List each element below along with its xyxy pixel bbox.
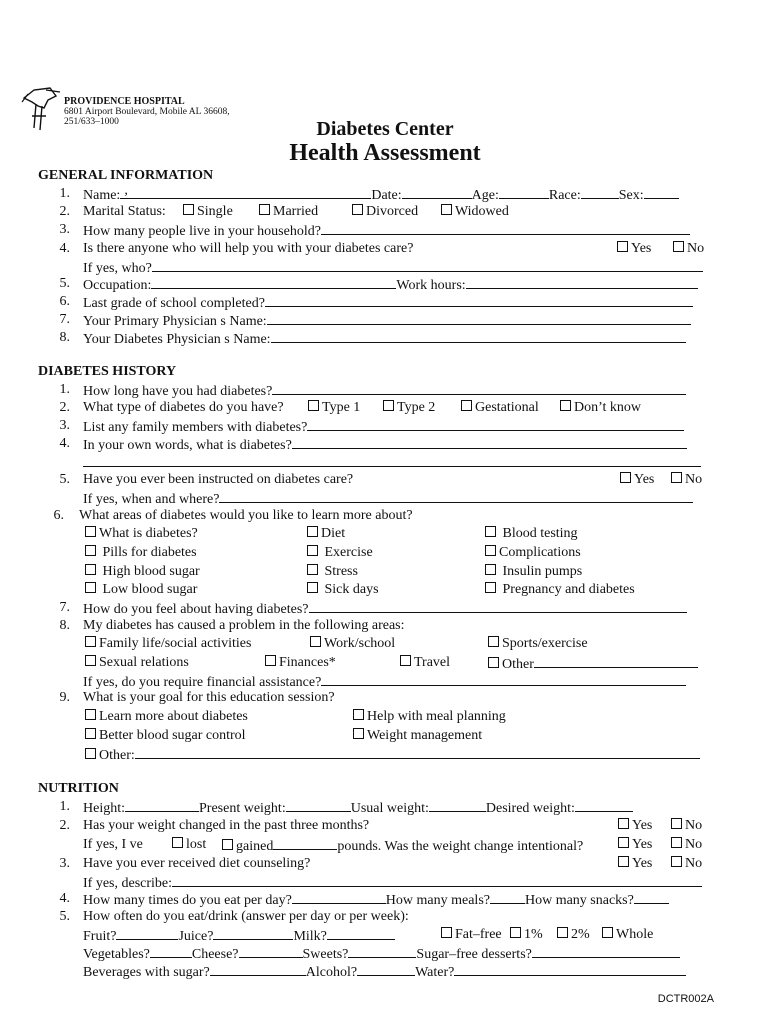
sex-label: Sex: bbox=[618, 188, 644, 203]
checkbox[interactable] bbox=[671, 472, 682, 483]
learn-opt[interactable] bbox=[485, 564, 582, 580]
counseling-yes[interactable] bbox=[618, 856, 652, 872]
hours-label: Work hours: bbox=[396, 278, 466, 293]
checkbox[interactable] bbox=[85, 564, 96, 575]
checkbox[interactable] bbox=[307, 582, 318, 593]
option-label: Exercise bbox=[324, 545, 373, 560]
sweets-field[interactable] bbox=[348, 945, 416, 958]
option-label: Gestational bbox=[475, 400, 539, 415]
option-label: lost bbox=[186, 837, 207, 852]
name-field[interactable] bbox=[120, 183, 371, 199]
q-number: 1. bbox=[59, 799, 70, 814]
option-label: Sexual relations bbox=[99, 655, 189, 670]
how-long-field[interactable] bbox=[272, 382, 686, 395]
checkbox[interactable] bbox=[265, 655, 276, 666]
checkbox[interactable] bbox=[222, 839, 233, 850]
form-code: DCTR002A bbox=[657, 993, 714, 1005]
problem-work[interactable] bbox=[310, 636, 395, 652]
option-label: Yes bbox=[634, 472, 655, 487]
option-label: Other: bbox=[99, 748, 135, 763]
problem-sexual[interactable] bbox=[85, 655, 189, 671]
checkbox[interactable] bbox=[85, 545, 96, 556]
checkbox[interactable] bbox=[85, 582, 96, 593]
checkbox[interactable] bbox=[259, 204, 270, 215]
checkbox[interactable] bbox=[557, 927, 568, 938]
weight-change-yes[interactable] bbox=[618, 818, 652, 834]
meals-label: How many meals? bbox=[385, 893, 490, 908]
feel-label: How do you feel about having diabetes? bbox=[83, 602, 309, 617]
goal-weight[interactable] bbox=[353, 728, 482, 744]
name-label: Name: bbox=[83, 188, 121, 203]
q-number: 2. bbox=[59, 818, 70, 833]
feel-field[interactable] bbox=[309, 600, 687, 613]
height-label: Height: bbox=[83, 801, 125, 816]
usual-weight-field[interactable] bbox=[429, 799, 486, 812]
q-number: 8. bbox=[59, 330, 70, 345]
diabetes-physician-field[interactable] bbox=[271, 330, 686, 343]
goal-learn[interactable] bbox=[85, 709, 248, 725]
checkbox[interactable] bbox=[671, 837, 682, 848]
checkbox[interactable] bbox=[485, 582, 496, 593]
juice-label: Juice? bbox=[178, 929, 214, 944]
one-pct-option[interactable] bbox=[510, 927, 543, 943]
alcohol-field[interactable] bbox=[357, 963, 415, 976]
checkbox[interactable] bbox=[85, 728, 96, 739]
beverage-row bbox=[83, 963, 686, 981]
checkbox[interactable] bbox=[441, 927, 452, 938]
option-label: No bbox=[685, 818, 703, 833]
divorced-option[interactable] bbox=[352, 204, 418, 220]
checkbox[interactable] bbox=[85, 526, 96, 537]
veg-row bbox=[83, 945, 680, 963]
checkbox[interactable] bbox=[308, 400, 319, 411]
learn-opt[interactable] bbox=[307, 564, 358, 580]
when-where-row bbox=[83, 490, 693, 508]
what-is-row bbox=[83, 436, 687, 454]
checkbox[interactable] bbox=[352, 204, 363, 215]
milk-field[interactable] bbox=[327, 927, 395, 940]
learn-opt[interactable] bbox=[307, 582, 379, 598]
assist-row bbox=[83, 673, 686, 691]
q-number: 7. bbox=[59, 600, 70, 615]
occupation-row bbox=[83, 276, 698, 294]
pounds-field[interactable] bbox=[273, 837, 337, 850]
problem-travel[interactable] bbox=[400, 655, 450, 671]
q-number: 2. bbox=[59, 204, 70, 219]
option-label: Single bbox=[197, 204, 233, 219]
option-label: Yes bbox=[632, 818, 653, 833]
section-general-heading: GENERAL INFORMATION bbox=[38, 168, 214, 183]
q-number: 8. bbox=[59, 618, 70, 633]
q-number: 1. bbox=[59, 186, 70, 201]
option-label: Other bbox=[502, 657, 534, 672]
option-label: Learn more about diabetes bbox=[99, 709, 248, 724]
checkbox[interactable] bbox=[618, 837, 629, 848]
family-field[interactable] bbox=[307, 418, 684, 431]
two-pct-option[interactable] bbox=[557, 927, 590, 943]
usual-weight-label: Usual weight: bbox=[350, 801, 429, 816]
water-field[interactable] bbox=[454, 963, 686, 976]
describe-label: If yes, describe: bbox=[83, 876, 173, 891]
describe-row bbox=[83, 874, 702, 892]
diabetes-physician-row bbox=[83, 330, 686, 348]
goal-better[interactable] bbox=[85, 728, 246, 744]
option-label: Weight management bbox=[367, 728, 483, 743]
counseling-label: Have you ever received diet counseling? bbox=[83, 856, 311, 871]
snacks-label: How many snacks? bbox=[524, 893, 634, 908]
q-number: 4. bbox=[59, 436, 70, 451]
age-label: Age: bbox=[471, 188, 499, 203]
form-title: Diabetes Center bbox=[316, 118, 454, 140]
q-number: 6. bbox=[53, 508, 64, 523]
learn-opt[interactable] bbox=[85, 545, 197, 561]
option-label: Whole bbox=[616, 927, 654, 942]
helper-yes[interactable] bbox=[617, 241, 651, 257]
option-label: No bbox=[687, 241, 705, 256]
when-label: If yes, when and where? bbox=[83, 492, 220, 507]
learn-opt[interactable] bbox=[307, 526, 345, 542]
q-number: 9. bbox=[59, 690, 70, 705]
household-field[interactable] bbox=[321, 222, 690, 235]
q-number: 1. bbox=[59, 382, 70, 397]
married-option[interactable] bbox=[259, 204, 318, 220]
desired-weight-label: Desired weight: bbox=[485, 801, 575, 816]
single-option[interactable] bbox=[183, 204, 233, 220]
fruit-label: Fruit? bbox=[83, 929, 117, 944]
height-field[interactable] bbox=[125, 799, 199, 812]
instructed-label: Have you ever been instructed on diabetes care? bbox=[83, 472, 354, 487]
who-field[interactable] bbox=[152, 259, 703, 272]
beverage-field[interactable] bbox=[210, 963, 306, 976]
checkbox[interactable] bbox=[310, 636, 321, 647]
option-label: Yes bbox=[631, 241, 652, 256]
checkbox[interactable] bbox=[307, 564, 318, 575]
q-number: 2. bbox=[59, 400, 70, 415]
describe-field[interactable] bbox=[172, 874, 702, 887]
date-label: Date: bbox=[371, 188, 402, 203]
option-label: Don’t know bbox=[574, 400, 642, 415]
intentional-no[interactable] bbox=[671, 837, 702, 853]
learn-opt[interactable] bbox=[85, 564, 200, 580]
diabetes-physician-label: Your Diabetes Physician s Name: bbox=[83, 332, 271, 347]
goal-label: What is your goal for this education session? bbox=[83, 690, 335, 705]
q-number: 3. bbox=[59, 222, 70, 237]
pounds-label: pounds. Was the weight change intentional? bbox=[337, 839, 584, 854]
occupation-field[interactable] bbox=[151, 276, 396, 289]
checkbox[interactable] bbox=[183, 204, 194, 215]
checkbox[interactable] bbox=[488, 657, 499, 668]
counseling-no[interactable] bbox=[671, 856, 702, 872]
fruit-row bbox=[83, 927, 395, 945]
milk-label: Milk? bbox=[293, 929, 327, 944]
juice-field[interactable] bbox=[213, 927, 293, 940]
hospital-address: 6801 Airport Boulevard, Mobile AL 36608, bbox=[64, 107, 230, 117]
problem-label: My diabetes has caused a problem in the following areas: bbox=[83, 618, 405, 633]
cheese-label: Cheese? bbox=[191, 947, 239, 962]
learn-opt[interactable] bbox=[485, 582, 635, 598]
problem-sports[interactable] bbox=[488, 636, 588, 652]
problem-finances[interactable] bbox=[265, 655, 336, 671]
checkbox[interactable] bbox=[618, 818, 629, 829]
weights-row bbox=[83, 799, 633, 817]
option-label: Type 2 bbox=[397, 400, 436, 415]
how-long-row bbox=[83, 382, 686, 400]
family-row bbox=[83, 418, 684, 436]
beverage-label: Beverages with sugar? bbox=[83, 965, 210, 980]
option-label: Sick days bbox=[324, 582, 379, 597]
checkbox[interactable] bbox=[383, 400, 394, 411]
primary-physician-field[interactable] bbox=[267, 312, 691, 325]
learn-more-label: What areas of diabetes would you like to learn more about? bbox=[79, 508, 413, 523]
option-label: Help with meal planning bbox=[367, 709, 506, 724]
option-label: Finances* bbox=[279, 655, 336, 670]
learn-opt[interactable] bbox=[85, 526, 198, 542]
sugar-free-field[interactable] bbox=[532, 945, 680, 958]
option-label: Family life/social activities bbox=[99, 636, 252, 651]
option-label: Type 1 bbox=[322, 400, 361, 415]
checkbox[interactable] bbox=[485, 564, 496, 575]
fat-free-option[interactable] bbox=[441, 927, 502, 943]
race-field[interactable] bbox=[581, 186, 619, 199]
q-number: 3. bbox=[59, 418, 70, 433]
option-label: Travel bbox=[414, 655, 451, 670]
checkbox[interactable] bbox=[172, 837, 183, 848]
what-is-row2 bbox=[83, 454, 701, 472]
primary-physician-row bbox=[83, 312, 691, 330]
instructed-yes[interactable] bbox=[620, 472, 654, 488]
checkbox[interactable] bbox=[85, 655, 96, 666]
checkbox[interactable] bbox=[85, 636, 96, 647]
school-label: Last grade of school completed? bbox=[83, 296, 265, 311]
learn-opt[interactable] bbox=[85, 582, 197, 598]
type1-option[interactable] bbox=[308, 400, 360, 416]
veg-label: Vegetables? bbox=[83, 947, 150, 962]
checkbox[interactable] bbox=[673, 241, 684, 252]
race-label: Race: bbox=[548, 188, 581, 203]
who-label: If yes, who? bbox=[83, 261, 152, 276]
dont-know-option[interactable] bbox=[560, 400, 641, 416]
alcohol-label: Alcohol? bbox=[305, 965, 358, 980]
checkbox[interactable] bbox=[618, 856, 629, 867]
household-row bbox=[83, 222, 690, 240]
option-label: Low blood sugar bbox=[102, 582, 198, 597]
checkbox[interactable] bbox=[400, 655, 411, 666]
how-long-label: How long have you had diabetes? bbox=[83, 384, 273, 399]
checkbox[interactable] bbox=[85, 748, 96, 759]
goal-other[interactable] bbox=[85, 746, 700, 764]
q-number: 6. bbox=[59, 294, 70, 309]
family-label: List any family members with diabetes? bbox=[83, 420, 308, 435]
option-label: Stress bbox=[324, 564, 358, 579]
helper-no[interactable] bbox=[673, 241, 704, 257]
option-label: 2% bbox=[571, 927, 590, 942]
checkbox[interactable] bbox=[441, 204, 452, 215]
problem-family[interactable] bbox=[85, 636, 251, 652]
checkbox[interactable] bbox=[671, 818, 682, 829]
checkbox[interactable] bbox=[488, 636, 499, 647]
what-is-label: In your own words, what is diabetes? bbox=[83, 438, 292, 453]
water-label: Water? bbox=[415, 965, 455, 980]
checkbox[interactable] bbox=[510, 927, 521, 938]
option-label: No bbox=[685, 856, 703, 871]
lost-option[interactable] bbox=[172, 837, 206, 853]
goal-meal[interactable] bbox=[353, 709, 506, 725]
checkbox[interactable] bbox=[485, 545, 496, 556]
checkbox[interactable] bbox=[671, 856, 682, 867]
eat-times-label: How many times do you eat per day? bbox=[83, 893, 292, 908]
frequency-label: How often do you eat/drink (answer per day or per week): bbox=[83, 909, 409, 924]
option-label: High blood sugar bbox=[102, 564, 200, 579]
desired-weight-field[interactable] bbox=[575, 799, 633, 812]
type-label: What type of diabetes do you have? bbox=[83, 400, 284, 415]
school-field[interactable] bbox=[265, 294, 693, 307]
q-number: 4. bbox=[59, 891, 70, 906]
option-label: Widowed bbox=[455, 204, 509, 219]
veg-field[interactable] bbox=[150, 945, 192, 958]
name-value: , bbox=[124, 183, 128, 198]
option-label: Blood testing bbox=[502, 526, 578, 541]
goal-other-field[interactable] bbox=[135, 746, 700, 759]
assist-label: If yes, do you require financial assistance? bbox=[83, 675, 322, 690]
checkbox[interactable] bbox=[560, 400, 571, 411]
option-label: Work/school bbox=[324, 636, 396, 651]
option-label: Complications bbox=[499, 545, 581, 560]
sugar-free-label: Sugar–free desserts? bbox=[416, 947, 532, 962]
gestational-option[interactable] bbox=[461, 400, 539, 416]
gained-option[interactable] bbox=[222, 837, 583, 855]
checkbox[interactable] bbox=[485, 526, 496, 537]
checkbox[interactable] bbox=[461, 400, 472, 411]
q-number: 5. bbox=[59, 909, 70, 924]
age-field[interactable] bbox=[499, 186, 549, 199]
option-label: No bbox=[685, 472, 703, 487]
hospital-name: PROVIDENCE HOSPITAL bbox=[64, 96, 185, 107]
sex-field[interactable] bbox=[644, 186, 679, 199]
feel-row bbox=[83, 600, 687, 618]
present-weight-label: Present weight: bbox=[199, 801, 286, 816]
q-number: 7. bbox=[59, 312, 70, 327]
name-row bbox=[83, 183, 679, 204]
option-label: Better blood sugar control bbox=[99, 728, 246, 743]
section-nutrition-heading: NUTRITION bbox=[38, 781, 119, 796]
assist-field[interactable] bbox=[321, 673, 686, 686]
problem-other-field[interactable] bbox=[534, 655, 698, 668]
checkbox[interactable] bbox=[602, 927, 613, 938]
option-label: Pregnancy and diabetes bbox=[502, 582, 635, 597]
household-label: How many people live in your household? bbox=[83, 224, 321, 239]
form-subtitle: Health Assessment bbox=[289, 140, 481, 166]
option-label: Fat–free bbox=[455, 927, 502, 942]
cheese-field[interactable] bbox=[239, 945, 303, 958]
option-label: Divorced bbox=[366, 204, 419, 219]
meals-field[interactable] bbox=[490, 891, 525, 904]
option-label: Married bbox=[273, 204, 319, 219]
checkbox[interactable] bbox=[620, 472, 631, 483]
occupation-label: Occupation: bbox=[83, 278, 152, 293]
widowed-option[interactable] bbox=[441, 204, 509, 220]
option-label: 1% bbox=[524, 927, 543, 942]
weight-change-label: Has your weight changed in the past three months? bbox=[83, 818, 370, 833]
learn-opt[interactable] bbox=[485, 526, 578, 542]
checkbox[interactable] bbox=[617, 241, 628, 252]
option-label: Insulin pumps bbox=[502, 564, 583, 579]
eat-times-row bbox=[83, 891, 669, 909]
section-history-heading: DIABETES HISTORY bbox=[38, 364, 177, 379]
intentional-yes[interactable] bbox=[618, 837, 652, 853]
weight-change-no[interactable] bbox=[671, 818, 702, 834]
hours-field[interactable] bbox=[466, 276, 698, 289]
learn-opt[interactable] bbox=[307, 545, 373, 561]
checkbox[interactable] bbox=[353, 728, 364, 739]
snacks-field[interactable] bbox=[634, 891, 669, 904]
instructed-no[interactable] bbox=[671, 472, 702, 488]
option-label: Diet bbox=[321, 526, 346, 541]
when-field[interactable] bbox=[219, 490, 693, 503]
problem-other[interactable] bbox=[488, 655, 698, 673]
option-label: Pills for diabetes bbox=[102, 545, 197, 560]
helper-label: Is there anyone who will help you with your diabetes care? bbox=[83, 241, 414, 256]
eat-times-field[interactable] bbox=[292, 891, 386, 904]
q-number: 3. bbox=[59, 856, 70, 871]
q-number: 5. bbox=[59, 276, 70, 291]
checkbox[interactable] bbox=[307, 526, 318, 537]
type2-option[interactable] bbox=[383, 400, 435, 416]
learn-opt[interactable] bbox=[485, 545, 581, 561]
date-field[interactable] bbox=[402, 186, 472, 199]
what-is-field[interactable] bbox=[292, 436, 687, 449]
q-number: 4. bbox=[59, 241, 70, 256]
option-label: Sports/exercise bbox=[502, 636, 588, 651]
option-label: What is diabetes? bbox=[99, 526, 198, 541]
sweets-label: Sweets? bbox=[302, 947, 349, 962]
present-weight-field[interactable] bbox=[286, 799, 351, 812]
option-label: Yes bbox=[632, 856, 653, 871]
whole-option[interactable] bbox=[602, 927, 653, 943]
if-yes-ive: If yes, I ve bbox=[83, 837, 143, 852]
primary-physician-label: Your Primary Physician s Name: bbox=[83, 314, 267, 329]
q-number: 5. bbox=[59, 472, 70, 487]
what-is-field-2[interactable] bbox=[83, 454, 701, 467]
option-label: gained bbox=[236, 839, 274, 854]
marital-label: Marital Status: bbox=[83, 204, 166, 219]
hospital-phone: 251/633–1000 bbox=[64, 117, 119, 127]
option-label: No bbox=[685, 837, 703, 852]
fruit-field[interactable] bbox=[116, 927, 178, 940]
checkbox[interactable] bbox=[85, 709, 96, 720]
checkbox[interactable] bbox=[307, 545, 318, 556]
option-label: Yes bbox=[632, 837, 653, 852]
helper-who-row bbox=[83, 259, 703, 277]
checkbox[interactable] bbox=[353, 709, 364, 720]
school-row bbox=[83, 294, 693, 312]
